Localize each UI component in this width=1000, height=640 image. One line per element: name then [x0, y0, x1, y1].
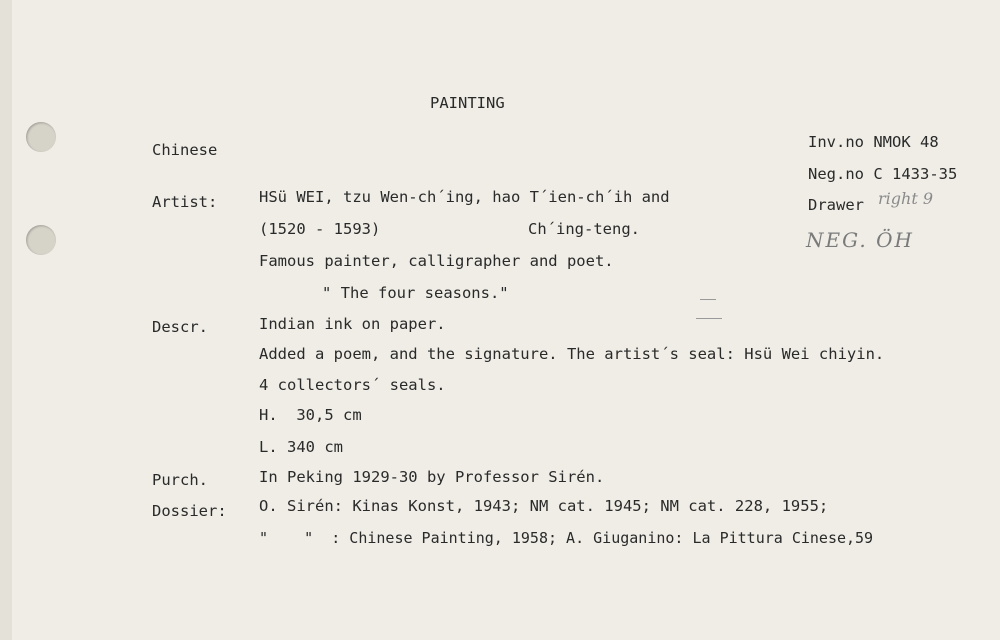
card-left-edge: [0, 0, 12, 640]
neg-handwritten-note: NEG. ÖH: [806, 228, 914, 252]
description-line: L. 340 cm: [259, 438, 343, 456]
card-heading: PAINTING: [430, 94, 505, 112]
artist-name-cont: Ch´ing-teng.: [528, 220, 640, 238]
purchase-text: In Peking 1929-30 by Professor Sirén.: [259, 468, 605, 486]
artist-label: Artist:: [152, 193, 218, 211]
painting-title: " The four seasons.": [322, 284, 509, 302]
pencil-mark: [696, 318, 722, 319]
description-line: 4 collectors´ seals.: [259, 376, 446, 394]
description-line: Added a poem, and the signature. The artist´s seal: Hsü Wei chiyin.: [259, 345, 885, 363]
punch-hole-top: [26, 122, 56, 152]
dossier-line: " " : Chinese Painting, 1958; A. Giuganino: La Pittura Cinese,59: [259, 529, 874, 547]
category: Chinese: [152, 141, 218, 159]
artist-bio: Famous painter, calligrapher and poet.: [259, 252, 614, 270]
punch-hole-bottom: [26, 225, 56, 255]
dossier-line: O. Sirén: Kinas Konst, 1943; NM cat. 1945; NM cat. 228, 1955;: [259, 497, 829, 515]
drawer-handwritten: right 9: [878, 189, 934, 208]
dossier-label: Dossier:: [152, 502, 227, 520]
negative-number: Neg.no C 1433-35: [808, 165, 958, 183]
description-line: Indian ink on paper.: [259, 315, 446, 333]
drawer-label: Drawer: [808, 196, 864, 214]
inventory-number: Inv.no NMOK 48: [808, 133, 939, 151]
artist-name: HSü WEI, tzu Wen-ch´ing, hao T´ien-ch´ih and: [259, 188, 670, 206]
description-line: H. 30,5 cm: [259, 406, 362, 424]
description-label: Descr.: [152, 318, 208, 336]
purchase-label: Purch.: [152, 471, 208, 489]
artist-dates: (1520 - 1593): [259, 220, 381, 238]
pencil-mark: [700, 299, 716, 300]
